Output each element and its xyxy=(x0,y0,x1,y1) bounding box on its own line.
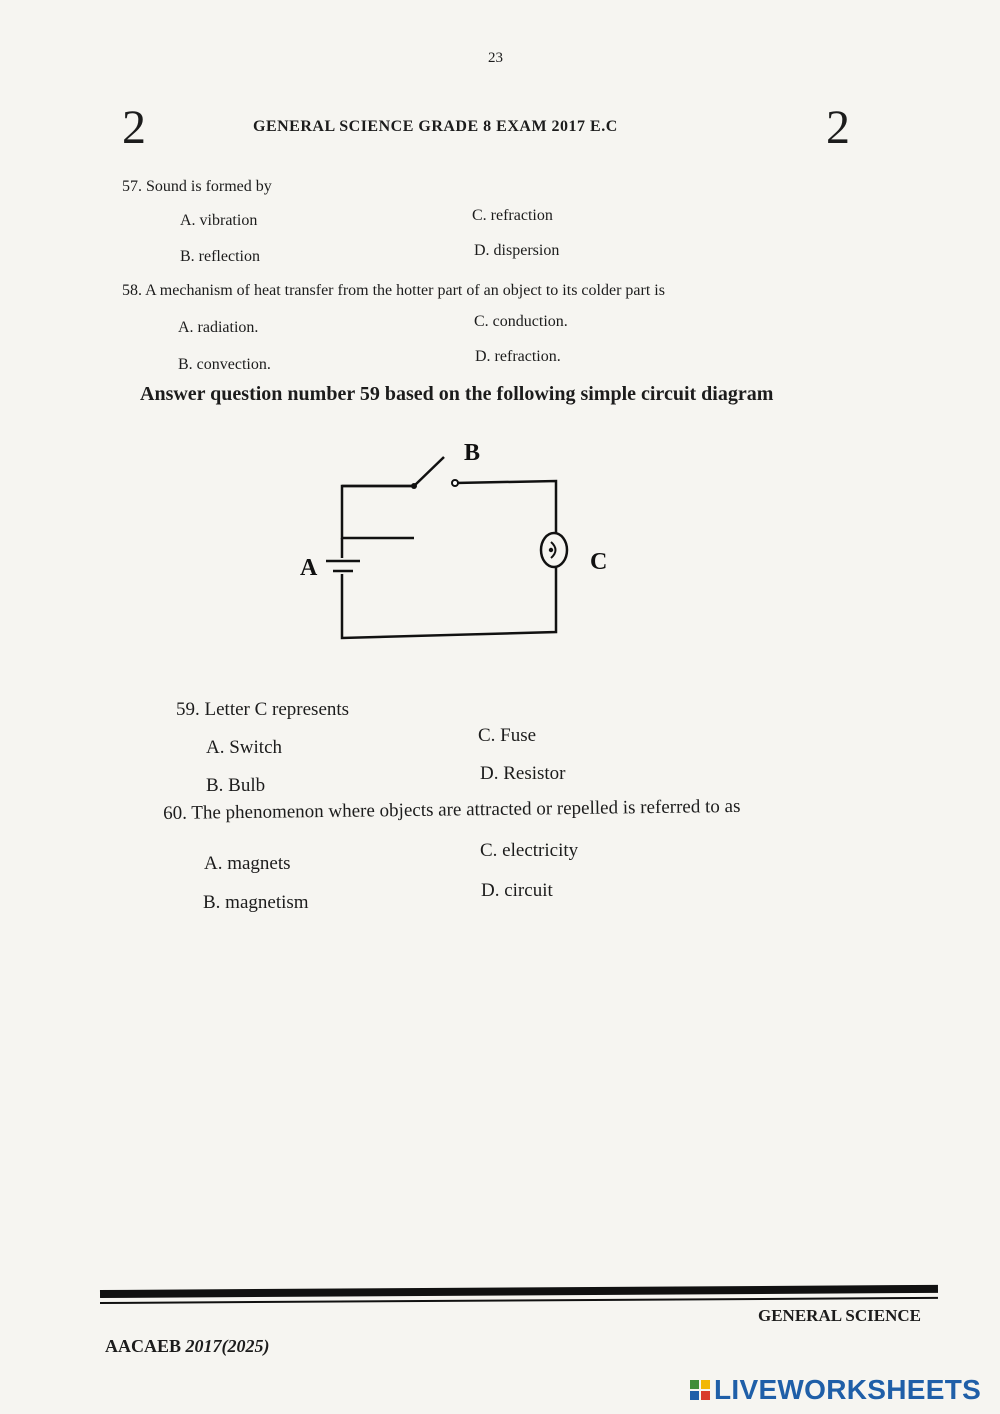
question-57-option-c: C. refraction xyxy=(472,207,553,224)
footer-publisher xyxy=(105,1336,270,1357)
footer-rule-thin xyxy=(100,1297,938,1304)
question-59-option-d: D. Resistor xyxy=(480,763,566,784)
question-58-stem: 58. A mechanism of heat transfer from the hotter part of an object to its colder part is xyxy=(122,282,665,299)
wire-bottom-left xyxy=(342,565,556,638)
footer-publisher-name: AACAEB xyxy=(105,1336,186,1356)
footer-rule xyxy=(100,1285,938,1298)
battery-icon xyxy=(326,538,360,578)
question-60-option-a: A. magnets xyxy=(204,853,291,874)
liveworksheets-grid-icon xyxy=(690,1380,710,1400)
footer-subject: GENERAL SCIENCE xyxy=(758,1306,921,1325)
question-57-stem: 57. Sound is formed by xyxy=(122,178,272,195)
wire-left xyxy=(342,486,414,538)
question-58-option-d: D. refraction. xyxy=(475,348,561,365)
page-number: 23 xyxy=(488,50,503,66)
logo-square-yellow xyxy=(701,1380,710,1389)
question-58-option-a: A. radiation. xyxy=(178,319,259,336)
bulb-icon xyxy=(541,533,567,567)
question-59-option-c: C. Fuse xyxy=(478,725,537,746)
question-59-option-b: B. Bulb xyxy=(206,775,266,796)
question-59-stem: 59. Letter C represents xyxy=(176,699,350,720)
question-60-stem: 60. The phenomenon where objects are attracted or repelled is referred to as xyxy=(163,795,741,824)
footer-year: 2017(2025) xyxy=(185,1336,270,1356)
section-number-right: 2 xyxy=(826,101,850,154)
liveworksheets-logo[interactable] xyxy=(690,1374,981,1406)
question-60-option-b: B. magnetism xyxy=(203,892,309,913)
question-59-option-a: A. Switch xyxy=(206,737,282,758)
question-57-option-a: A. vibration xyxy=(180,212,258,229)
question-60-option-c: C. electricity xyxy=(480,840,579,861)
logo-square-red xyxy=(701,1391,710,1400)
exam-title: GENERAL SCIENCE GRADE 8 EXAM 2017 E.C xyxy=(253,118,618,135)
question-58-option-b: B. convection. xyxy=(178,356,271,373)
circuit-diagram xyxy=(290,430,620,650)
question-57-option-d: D. dispersion xyxy=(474,242,560,259)
question-60-option-d: D. circuit xyxy=(481,880,553,901)
section-number-left: 2 xyxy=(122,101,146,154)
liveworksheets-wordmark: LIVEWORKSHEETS xyxy=(714,1374,982,1405)
diagram-label-a: A xyxy=(300,555,318,581)
instruction-heading: Answer question number 59 based on the following simple circuit diagram xyxy=(140,383,774,405)
diagram-label-c: C xyxy=(590,549,608,575)
question-57-option-b: B. reflection xyxy=(180,248,260,265)
logo-square-blue xyxy=(690,1391,699,1400)
question-58-option-c: C. conduction. xyxy=(474,313,568,330)
wire-right xyxy=(455,481,556,535)
diagram-label-b: B xyxy=(464,440,481,466)
switch-icon xyxy=(411,457,458,489)
logo-square-green xyxy=(690,1380,699,1389)
